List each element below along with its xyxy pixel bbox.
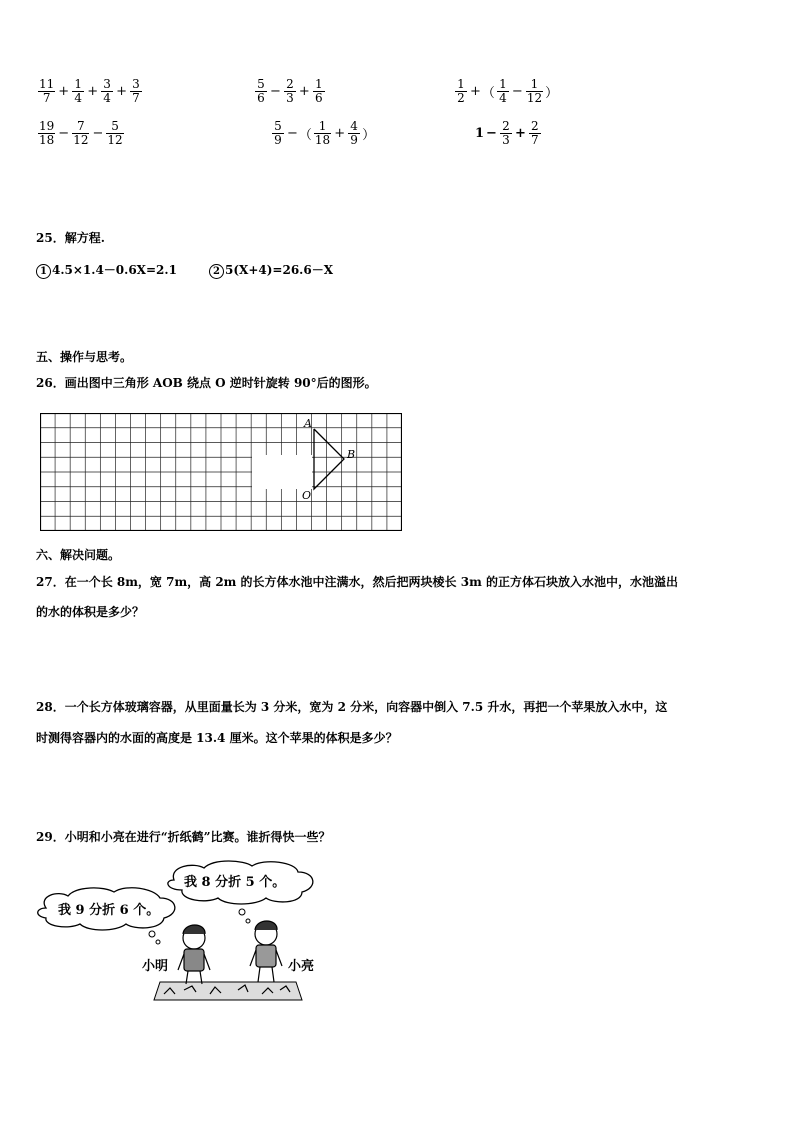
grid-blank-area xyxy=(252,455,312,489)
q26-title: 26．画出图中三角形 AOB 绕点 O 逆时针旋转 90°后的图形。 xyxy=(36,376,377,390)
q25-equation-1 xyxy=(36,261,177,279)
bubble-dot xyxy=(156,940,160,944)
operator: − xyxy=(58,126,70,141)
fraction: $\frac{3}{7}$ xyxy=(130,78,142,105)
right-paren: ） xyxy=(545,86,559,101)
operator: − xyxy=(270,84,281,99)
q25-equation-2 xyxy=(209,261,333,279)
label-a: A xyxy=(304,417,312,430)
operator: − xyxy=(287,126,298,141)
section-6-title: 六、解决问题。 xyxy=(36,548,121,562)
q29-title: 29．小明和小亮在进行“折纸鹤”比赛。谁折得快一些？ xyxy=(36,830,331,844)
table-icon xyxy=(154,982,302,1000)
bubble-left-text: 我 9 分折 6 个。 xyxy=(58,903,160,918)
q29-illustration xyxy=(34,858,334,1008)
operator: − xyxy=(486,126,497,141)
label-o: O xyxy=(302,489,312,502)
fraction: $\frac{4}{9}$ xyxy=(348,120,360,147)
circle-number: 1 xyxy=(36,264,51,279)
fraction: $\frac{5}{12}$ xyxy=(107,119,123,147)
fraction: $\frac{11}{7}$ xyxy=(39,77,55,105)
bubble-right-text: 我 8 分折 5 个。 xyxy=(184,875,286,890)
operator: + xyxy=(87,84,99,99)
fraction: $\frac{2}{7}$ xyxy=(529,120,541,147)
fraction: $\frac{19}{18}$ xyxy=(39,119,55,147)
fraction: $\frac{1}{18}$ xyxy=(314,119,331,147)
boy-xiaoming-icon xyxy=(178,925,210,984)
boy-xiaoliang-icon xyxy=(250,921,282,982)
calc-expression-1 xyxy=(36,78,144,105)
name-xiaoming: 小明 xyxy=(142,959,169,974)
calc-expression-4 xyxy=(36,120,126,147)
fraction: $\frac{1}{4}$ xyxy=(72,78,84,105)
calc-expression-2 xyxy=(253,78,327,105)
equation-text: 4.5×1.4－0.6X=2.1 xyxy=(52,263,177,277)
left-paren: （ xyxy=(481,86,495,101)
section-5-title: 五、操作与思考。 xyxy=(36,350,133,364)
operator: − xyxy=(511,84,523,99)
fraction: $\frac{3}{4}$ xyxy=(101,78,113,105)
operator: + xyxy=(470,84,481,99)
q27-line-2: 的水的体积是多少？ xyxy=(36,605,145,619)
bubble-dot xyxy=(149,931,155,937)
operator: − xyxy=(92,126,104,141)
q27-line-1: 27．在一个长 8m，宽 7m，高 2m 的长方体水池中注满水，然后把两块棱长 3m 的正方体石块放入水池中，水池溢出 xyxy=(36,575,678,589)
equation-text: 5(X+4)=26.6－X xyxy=(225,263,334,277)
operator: + xyxy=(334,126,346,141)
fraction: $\frac{1}{6}$ xyxy=(313,78,325,105)
q28-line-1: 28．一个长方体玻璃容器，从里面量长为 3 分米，宽为 2 分米，向容器中倒入 7.5 升水，再把一个苹果放入水中，这 xyxy=(36,700,668,714)
fraction: $\frac{5}{6}$ xyxy=(255,78,267,105)
operator: + xyxy=(514,126,526,141)
fraction: $\frac{1}{12}$ xyxy=(526,77,543,105)
bubble-dot xyxy=(239,909,245,915)
calc-expression-5 xyxy=(270,120,375,147)
operator: + xyxy=(58,84,70,99)
calc-expression-3 xyxy=(453,78,558,105)
calc-expression-6 xyxy=(474,120,543,147)
fraction: $\frac{1}{2}$ xyxy=(455,78,467,105)
fraction: $\frac{2}{3}$ xyxy=(284,78,296,105)
operator: + xyxy=(116,84,127,99)
left-paren: （ xyxy=(298,128,312,143)
name-xiaoliang: 小亮 xyxy=(288,959,315,974)
triangle-aob xyxy=(314,429,344,489)
circle-number: 2 xyxy=(209,264,224,279)
fraction: $\frac{1}{4}$ xyxy=(497,78,509,105)
label-b: B xyxy=(347,448,356,461)
fraction: $\frac{2}{3}$ xyxy=(500,120,512,147)
q28-line-2: 时测得容器内的水面的高度是 13.4 厘米。这个苹果的体积是多少？ xyxy=(36,731,398,745)
q25-title: 25．解方程. xyxy=(36,231,105,245)
operator: + xyxy=(298,84,310,99)
fraction: $\frac{5}{9}$ xyxy=(272,120,284,147)
rotation-grid xyxy=(40,413,402,531)
right-paren: ） xyxy=(362,128,376,143)
fraction: $\frac{7}{12}$ xyxy=(73,119,89,147)
bubble-dot xyxy=(246,919,250,923)
integer: 1 xyxy=(475,126,485,141)
